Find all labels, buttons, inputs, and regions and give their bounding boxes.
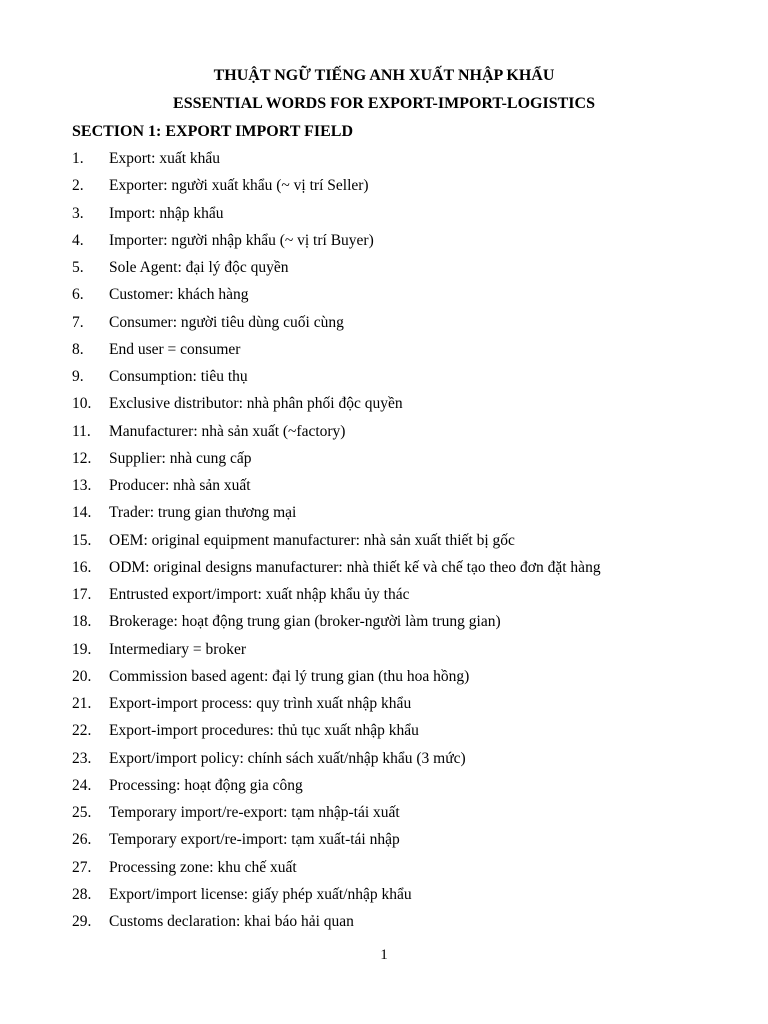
- list-item: [72, 231, 712, 258]
- list-item: [72, 422, 712, 449]
- list-item: [72, 285, 712, 312]
- list-item-number: 28.: [72, 885, 92, 903]
- list-item: [72, 585, 712, 612]
- list-item: [72, 640, 712, 667]
- list-item-number: 21.: [72, 695, 92, 712]
- list-item-text: ODM: original designs manufacturer: nhà thiết kế và chế tạo theo đơn đặt hàng: [109, 558, 601, 576]
- list-item-number: 16.: [72, 558, 92, 576]
- list-item: [72, 721, 712, 748]
- list-item-number: 4.: [72, 231, 84, 249]
- list-item-text: Importer: người nhập khẩu (~ vị trí Buyer): [109, 231, 374, 249]
- list-item-text: Customer: khách hàng: [109, 286, 249, 304]
- list-item-number: 15.: [72, 531, 92, 549]
- list-item: [72, 667, 712, 694]
- list-item-number: 29.: [72, 913, 92, 930]
- list-item-text: Entrusted export/import: xuất nhập khẩu ủy thác: [109, 586, 410, 603]
- list-item-number: 25.: [72, 804, 92, 821]
- list-item-text: Processing zone: khu chế xuất: [109, 858, 297, 876]
- list-item-text: Consumer: người tiêu dùng cuối cùng: [109, 313, 344, 331]
- list-item-text: Exclusive distributor: nhà phân phối độc quyền: [109, 395, 403, 413]
- list-item-text: Supplier: nhà cung cấp: [109, 449, 252, 467]
- list-item: [72, 830, 712, 857]
- list-item-text: Temporary import/re-export: tạm nhập-tái xuất: [109, 804, 400, 821]
- list-item: [72, 531, 712, 558]
- list-item-number: 23.: [72, 749, 92, 767]
- list-item-text: Commission based agent: đại lý trung gian (thu hoa hồng): [109, 667, 470, 685]
- list-item-number: 20.: [72, 667, 92, 685]
- list-item: [72, 313, 712, 340]
- list-item-text: Export/import license: giấy phép xuất/nhập khẩu: [109, 885, 412, 903]
- list-item: [72, 476, 712, 503]
- list-item: [72, 776, 712, 803]
- list-item-number: 11.: [72, 422, 91, 440]
- list-item-text: Trader: trung gian thương mại: [109, 504, 297, 522]
- list-item: [72, 340, 712, 367]
- list-item: [72, 558, 712, 585]
- list-item-text: Export-import procedures: thủ tục xuất nhập khẩu: [109, 722, 419, 740]
- list-item: [72, 858, 712, 885]
- list-item-text: Processing: hoạt động gia công: [109, 776, 303, 794]
- page-number: 1: [380, 947, 388, 963]
- document-title-english: ESSENTIAL WORDS FOR EXPORT-IMPORT-LOGISTICS: [173, 95, 595, 112]
- list-item: [72, 449, 712, 476]
- list-item: [72, 258, 712, 285]
- list-item: [72, 885, 712, 912]
- list-item-number: 5.: [72, 259, 84, 276]
- list-item-number: 13.: [72, 477, 92, 494]
- list-item-text: Exporter: người xuất khẩu (~ vị trí Seller): [109, 177, 369, 195]
- list-item-number: 3.: [72, 204, 84, 222]
- list-item-number: 8.: [72, 340, 84, 358]
- list-item-text: Manufacturer: nhà sản xuất (~factory): [109, 422, 346, 440]
- list-item-number: 9.: [72, 368, 84, 385]
- section-heading: SECTION 1: EXPORT IMPORT FIELD: [72, 123, 353, 140]
- list-item-number: 26.: [72, 831, 92, 849]
- list-item-number: 2.: [72, 177, 84, 195]
- list-item-number: 10.: [72, 395, 92, 413]
- list-item-number: 6.: [72, 286, 84, 304]
- list-item-number: 14.: [72, 504, 92, 522]
- document-title-vietnamese: THUẬT NGỮ TIẾNG ANH XUẤT NHẬP KHẨU: [213, 67, 555, 84]
- list-item-text: Export: xuất khẩu: [109, 150, 221, 167]
- list-item-number: 24.: [72, 776, 92, 794]
- list-item-text: Temporary export/re-import: tạm xuất-tái nhập: [109, 831, 400, 849]
- list-item: [72, 749, 712, 776]
- list-item-number: 18.: [72, 613, 92, 631]
- list-item-number: 12.: [72, 449, 92, 467]
- list-item: [72, 394, 712, 421]
- list-item-number: 22.: [72, 722, 92, 740]
- list-item: [72, 204, 712, 231]
- list-item: [72, 503, 712, 530]
- term-list: [72, 149, 712, 939]
- list-item: [72, 694, 712, 721]
- list-item: [72, 612, 712, 639]
- list-item: [72, 912, 712, 939]
- list-item-number: 27.: [72, 858, 92, 876]
- list-item-text: OEM: original equipment manufacturer: nhà sản xuất thiết bị gốc: [109, 531, 515, 549]
- list-item-number: 7.: [72, 313, 84, 331]
- list-item: [72, 149, 712, 176]
- list-item: [72, 367, 712, 394]
- list-item-number: 19.: [72, 640, 92, 658]
- list-item-text: Intermediary = broker: [109, 640, 246, 658]
- list-item: [72, 176, 712, 203]
- list-item-text: Customs declaration: khai báo hải quan: [109, 913, 354, 930]
- list-item-text: Export/import policy: chính sách xuất/nhập khẩu (3 mức): [109, 749, 466, 767]
- list-item-number: 17.: [72, 586, 92, 603]
- list-item-text: Producer: nhà sản xuất: [109, 477, 251, 494]
- list-item-number: 1.: [72, 150, 84, 167]
- list-item-text: Consumption: tiêu thụ: [109, 368, 248, 385]
- list-item-text: Import: nhập khẩu: [109, 204, 224, 222]
- list-item-text: End user = consumer: [109, 340, 241, 358]
- list-item-text: Export-import process: quy trình xuất nhập khẩu: [109, 695, 412, 712]
- list-item-text: Sole Agent: đại lý độc quyền: [109, 259, 289, 276]
- list-item-text: Brokerage: hoạt động trung gian (broker-người làm trung gian): [109, 613, 501, 631]
- list-item: [72, 803, 712, 830]
